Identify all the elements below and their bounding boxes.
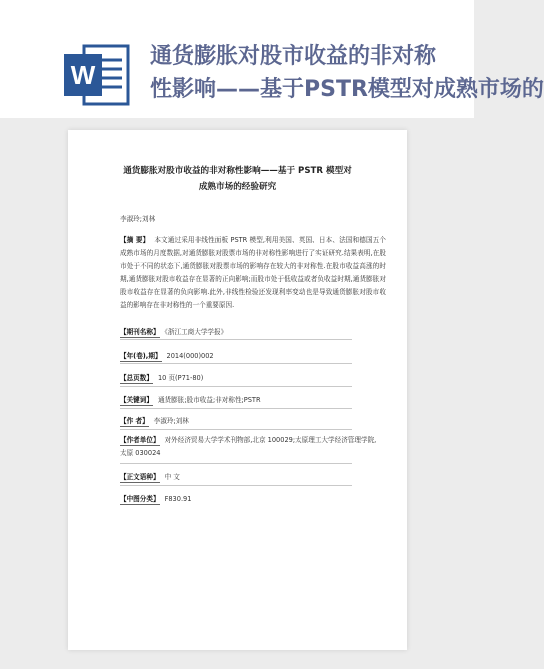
field-value: F830.91 [164, 495, 192, 503]
document-title-line1: 通货膨胀对股市收益的非对称性影响——基于 PSTR 模型对 [123, 166, 352, 176]
document-page [68, 130, 407, 650]
field-label: 【作 者】 [120, 417, 149, 425]
field-value: 李淑玲;刘林 [153, 417, 189, 425]
banner-title-line1: 通货膨胀对股市收益的非对称 [150, 44, 437, 69]
document-title-line2: 成熟市场的经验研究 [198, 182, 277, 192]
divider [120, 339, 352, 340]
divider [120, 463, 352, 464]
field-label: 【年(卷),期】 [120, 352, 162, 360]
field-author [120, 415, 390, 425]
banner-title-line2: 性影响——基于PSTR模型对成熟市场的 [150, 77, 544, 102]
abstract-text: 本文通过采用非线性面板 PSTR 模型,利用美国、英国、日本、法国和德国五个成熟市场的月度数据,对通货膨胀对股票市场的非对称性影响进行了实证研究.结果表明,在股市处于不同的状态下,通货膨胀对股票市场的影响存在较大的非对称性.在股市收益高涨的时期,通货膨胀对股市收益存在显著的正向影响;而股市处于低收益或者负收益时期,通货膨胀对股市收益存在显著的负向影响.此外,非线性检验还发现利率变动也是导致通货膨胀对股市收益的影响存在非对称性的一个重要原因. [120, 236, 386, 309]
field-language [120, 471, 390, 481]
word-icon-letter: W [70, 60, 96, 90]
field-classification [120, 493, 390, 503]
field-label: 【总页数】 [120, 374, 153, 382]
divider [120, 429, 352, 430]
field-value: 10 页(P71-80) [157, 374, 204, 382]
field-label: 【中图分类】 [120, 495, 160, 503]
field-value: 对外经济贸易大学学术刊物部,北京 100029;太原理工大学经济管理学院,太原 030024 [120, 436, 377, 457]
document-title [88, 163, 387, 195]
word-document-icon [62, 40, 132, 110]
field-value: 《浙江工商大学学报》 [164, 328, 228, 336]
banner-title [150, 40, 544, 106]
field-label: 【正文语种】 [120, 473, 160, 481]
field-value: 通货膨胀;股市收益;非对称性;PSTR [157, 396, 261, 404]
document-authors: 李淑玲;刘林 [120, 215, 156, 223]
field-affiliation [120, 434, 382, 460]
field-value: 2014(000)002 [166, 352, 214, 360]
divider [120, 485, 352, 486]
header-banner [0, 0, 544, 118]
divider [120, 408, 352, 409]
field-year-issue [120, 350, 390, 360]
abstract-label: 【摘 要】 [120, 236, 150, 244]
abstract [120, 234, 386, 311]
field-label: 【关键词】 [120, 396, 153, 404]
field-value: 中 文 [164, 473, 180, 481]
field-label: 【期刊名称】 [120, 328, 160, 336]
field-journal [120, 326, 390, 336]
field-pages [120, 372, 390, 382]
field-label: 【作者单位】 [120, 436, 160, 444]
field-keywords [120, 394, 390, 404]
divider [120, 386, 352, 387]
divider [120, 363, 352, 364]
